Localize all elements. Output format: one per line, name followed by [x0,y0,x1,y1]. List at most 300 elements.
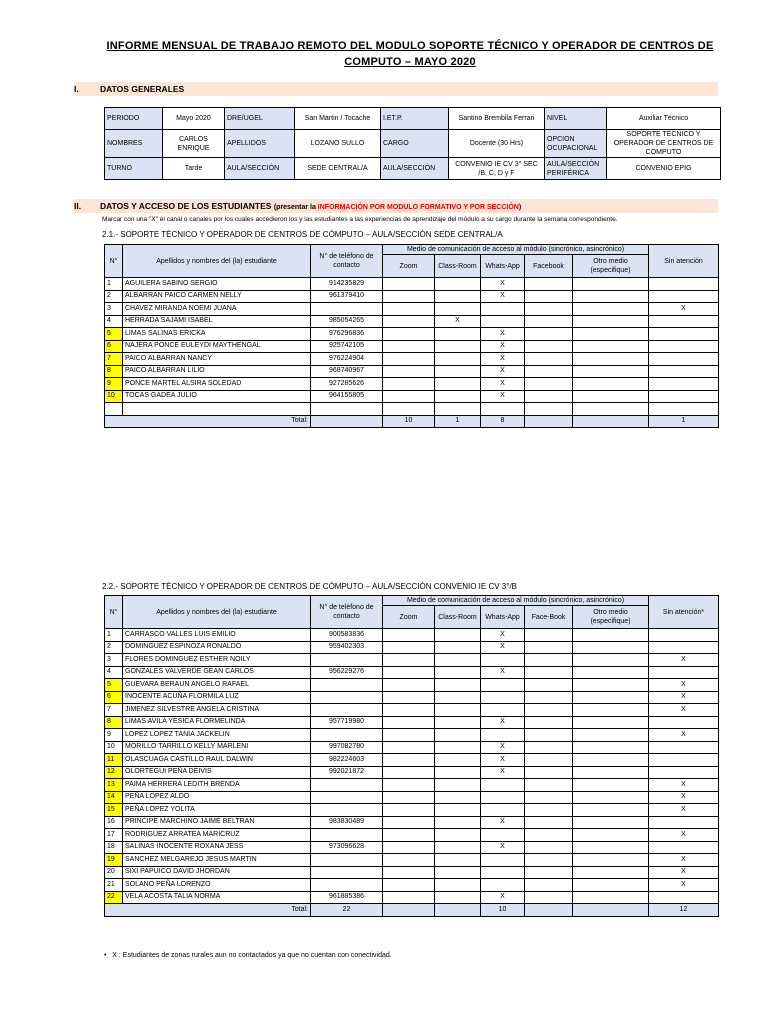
cell-fb [525,303,573,316]
cell-otro [573,816,649,829]
header-phone: N° de teléfono de contacto [311,245,383,278]
table-row [105,841,719,854]
cell-whats [481,403,525,416]
header-otro: Otro medio (especifique) [573,606,649,629]
cell-phone [311,403,383,416]
bullet-icon: • [104,952,107,959]
cell-sin [649,766,719,779]
cell-n: 10 [105,741,123,754]
cell-otro [573,766,649,779]
cell-n: 2 [105,641,123,654]
students-table-sede-central [104,244,719,428]
cell-sin: X [649,679,719,692]
cell-whats: X [481,741,525,754]
cell-otro [573,629,649,642]
cell-zoom [383,353,435,366]
cell-class [435,841,481,854]
table-row [105,365,719,378]
table-row [105,741,719,754]
cell-phone: 968740967 [311,365,383,378]
cell-fb [525,804,573,817]
cell-otro [573,741,649,754]
table-row [105,303,719,316]
table-row [105,328,719,341]
general-value: LOZANO SULLO [295,130,381,158]
header-class: Class-Room [435,606,481,629]
cell-phone [311,679,383,692]
total-sin: 1 [649,415,719,428]
table-row [105,679,719,692]
cell-name: PAICO ALBARRAN NANCY [123,353,311,366]
cell-phone [311,654,383,667]
cell-otro [573,716,649,729]
general-label: AULA/SECCIÓN [225,158,295,180]
cell-n: 14 [105,791,123,804]
cell-whats: X [481,766,525,779]
cell-phone: 973096628 [311,841,383,854]
cell-class [435,716,481,729]
cell-otro [573,641,649,654]
cell-sin: X [649,729,719,742]
cell-sin [649,716,719,729]
table-row [105,891,719,904]
general-value: SEDE CENTRAL/A [295,158,381,180]
cell-sin [649,741,719,754]
cell-phone: 976296836 [311,328,383,341]
cell-n: 5 [105,328,123,341]
cell-whats: X [481,641,525,654]
general-label: OPCION OCUPACIONAL [545,130,607,158]
cell-sin [649,278,719,291]
cell-fb [525,829,573,842]
cell-sin [649,390,719,403]
table-row [105,716,719,729]
cell-n: 2 [105,290,123,303]
cell-fb [525,666,573,679]
cell-phone: 982224603 [311,754,383,767]
cell-sin [649,365,719,378]
cell-sin: X [649,654,719,667]
cell-phone [311,779,383,792]
cell-whats: X [481,629,525,642]
header-zoom: Zoom [383,255,435,278]
cell-otro [573,328,649,341]
general-value: SOPORTE TÉCNICO Y OPERADOR DE CENTROS DE COMPUTO [607,130,721,158]
cell-n: 10 [105,390,123,403]
cell-class [435,365,481,378]
table-row [105,791,719,804]
header-fb: Face-Book [525,606,573,629]
cell-zoom [383,754,435,767]
cell-class [435,328,481,341]
cell-name: SALINAS INOCENTE ROXANA JESS [123,841,311,854]
cell-name: CARRASCO VALLES LUIS EMILIO [123,629,311,642]
cell-name: ALBARRAN PAICO CARMEN NELLY [123,290,311,303]
cell-otro [573,841,649,854]
cell-otro [573,691,649,704]
general-value: Mayo 2020 [163,108,225,130]
cell-name: AGUILERA SABINO SERGIO [123,278,311,291]
cell-otro [573,754,649,767]
cell-whats: X [481,390,525,403]
cell-name: OLASCUAGA CASTILLO RAUL DALWIN [123,754,311,767]
cell-class [435,666,481,679]
table-row [105,290,719,303]
cell-class [435,704,481,717]
cell-class: X [435,315,481,328]
cell-fb [525,629,573,642]
cell-class [435,754,481,767]
cell-fb [525,779,573,792]
table-row [105,378,719,391]
cell-n: 5 [105,679,123,692]
cell-fb [525,340,573,353]
cell-phone: 959402303 [311,641,383,654]
header-medio: Medio de comunicación de acceso al módulo (sincrónico, asincrónico) [383,245,649,255]
cell-phone: 961379410 [311,290,383,303]
cell-n: 7 [105,353,123,366]
cell-whats [481,691,525,704]
cell-otro [573,829,649,842]
cell-phone [311,729,383,742]
cell-zoom [383,866,435,879]
cell-name: SOLANO PEÑA LORENZO [123,879,311,892]
cell-zoom [383,829,435,842]
cell-fb [525,729,573,742]
cell-name: PAICO ALBARRAN LILIO [123,365,311,378]
table-row [105,315,719,328]
cell-fb [525,854,573,867]
cell-otro [573,791,649,804]
cell-zoom [383,278,435,291]
cell-class [435,741,481,754]
cell-zoom [383,879,435,892]
general-label: AULA/SECCIÓN PERIFÉRICA [545,158,607,180]
general-label: PERIODO [105,108,163,130]
section-number: II. [74,201,82,211]
cell-phone: 992021872 [311,766,383,779]
cell-otro [573,679,649,692]
cell-phone [311,829,383,842]
header-zoom: Zoom [383,606,435,629]
general-value: Docente (30 Hrs) [449,130,545,158]
total-fb [525,904,573,917]
cell-otro [573,779,649,792]
table1-subtitle: 2.1.- SOPORTE TÉCNICO Y OPERADOR DE CENTROS DE CÓMPUTO – AULA/SECCIÓN SEDE CENTRAL/A [102,230,503,239]
header-whats: Whats-App [481,255,525,278]
cell-name: TOCAS GADEA JULIO [123,390,311,403]
cell-fb [525,679,573,692]
cell-class [435,829,481,842]
cell-otro [573,303,649,316]
cell-n: 8 [105,365,123,378]
cell-zoom [383,641,435,654]
cell-whats [481,854,525,867]
cell-class [435,679,481,692]
cell-otro [573,654,649,667]
cell-fb [525,278,573,291]
cell-n: 20 [105,866,123,879]
cell-class [435,353,481,366]
cell-zoom [383,804,435,817]
cell-n: 19 [105,854,123,867]
cell-fb [525,791,573,804]
cell-phone: 964155805 [311,390,383,403]
cell-fb [525,390,573,403]
general-value: CARLOS ENRIQUE [163,130,225,158]
cell-class [435,779,481,792]
general-value: Tarde [163,158,225,180]
cell-otro [573,353,649,366]
table-row [105,779,719,792]
cell-sin [649,754,719,767]
cell-class [435,403,481,416]
total-whats: 8 [481,415,525,428]
cell-name: INOCENTE ACUÑA FLORMILA LUZ [123,691,311,704]
cell-whats: X [481,716,525,729]
general-label: APELLIDOS [225,130,295,158]
cell-zoom [383,403,435,416]
cell-fb [525,741,573,754]
cell-zoom [383,841,435,854]
section-general-header [74,82,718,96]
cell-name [123,403,311,416]
cell-class [435,278,481,291]
cell-whats: X [481,290,525,303]
cell-class [435,866,481,879]
cell-whats: X [481,666,525,679]
cell-class [435,390,481,403]
cell-n: 6 [105,691,123,704]
cell-zoom [383,390,435,403]
cell-class [435,303,481,316]
cell-zoom [383,365,435,378]
cell-n: 11 [105,754,123,767]
cell-zoom [383,779,435,792]
cell-whats: X [481,353,525,366]
general-label: NOMBRES [105,130,163,158]
total-otro [573,415,649,428]
cell-name: MORILLO TARRILLO KELLY MARLENI [123,741,311,754]
cell-name: SIXI PAPUICO DAVID JHORDAN [123,866,311,879]
general-label: NIVEL [545,108,607,130]
table-row [105,403,719,416]
cell-whats [481,879,525,892]
cell-name: PONCE MARTEL ALSIRA SOLEDAD [123,378,311,391]
table-row [105,829,719,842]
cell-zoom [383,629,435,642]
cell-n: 21 [105,879,123,892]
cell-otro [573,891,649,904]
cell-sin [649,340,719,353]
cell-name: JIMENEZ SILVESTRE ANGELA CRISTINA [123,704,311,717]
total-class [435,904,481,917]
total-sin: 12 [649,904,719,917]
cell-sin [649,841,719,854]
cell-name: FLORES DOMINGUEZ ESTHER NOILY [123,654,311,667]
cell-class [435,629,481,642]
cell-whats: X [481,891,525,904]
general-value: Santino Brembila Ferrari [449,108,545,130]
cell-n: 15 [105,804,123,817]
cell-whats [481,804,525,817]
cell-zoom [383,791,435,804]
cell-n: 4 [105,315,123,328]
cell-n: 17 [105,829,123,842]
cell-sin [649,403,719,416]
cell-whats: X [481,841,525,854]
total-fb [525,415,573,428]
cell-n: 9 [105,378,123,391]
table-row [105,390,719,403]
cell-otro [573,315,649,328]
cell-otro [573,666,649,679]
cell-otro [573,866,649,879]
cell-sin: X [649,704,719,717]
cell-class [435,729,481,742]
cell-class [435,791,481,804]
cell-class [435,340,481,353]
cell-zoom [383,378,435,391]
cell-sin: X [649,804,719,817]
header-name: Apellidos y nombres del (la) estudiante [123,245,311,278]
cell-whats [481,679,525,692]
table-row [105,866,719,879]
general-label: DRE/UGEL [225,108,295,130]
table-row [105,353,719,366]
cell-name: OLORTEGUI PEÑA DEIVIS [123,766,311,779]
header-class: Class-Room [435,255,481,278]
cell-sin [649,641,719,654]
cell-sin [649,816,719,829]
cell-sin: X [649,866,719,879]
cell-zoom [383,315,435,328]
cell-class [435,654,481,667]
cell-class [435,879,481,892]
cell-fb [525,365,573,378]
general-label: AULA/SECCIÓN [381,158,449,180]
cell-fb [525,290,573,303]
cell-fb [525,353,573,366]
cell-class [435,891,481,904]
table-row [105,691,719,704]
cell-otro [573,704,649,717]
header-fb: Facebook [525,255,573,278]
table-row [105,654,719,667]
cell-name: SANCHEZ MELGAREJO JESUS MARTIN [123,854,311,867]
cell-phone [311,704,383,717]
total-row [105,904,719,917]
cell-phone [311,804,383,817]
table-row [105,278,719,291]
table-row [105,704,719,717]
cell-sin: X [649,854,719,867]
cell-n: 7 [105,704,123,717]
cell-phone: 927285626 [311,378,383,391]
cell-n: 3 [105,303,123,316]
cell-sin: X [649,691,719,704]
cell-otro [573,290,649,303]
section-note-red: INFORMACIÓN POR MODULO FORMATIVO Y POR SECCIÓN [317,204,519,211]
cell-whats: X [481,340,525,353]
cell-sin: X [649,779,719,792]
cell-fb [525,879,573,892]
table-row [105,766,719,779]
cell-fb [525,891,573,904]
cell-name: GONZALES VALVERDE GEAN CARLOS [123,666,311,679]
cell-zoom [383,716,435,729]
cell-sin [649,378,719,391]
cell-n: 3 [105,654,123,667]
table-row [105,340,719,353]
cell-sin [649,290,719,303]
cell-name: VELA ACOSTA TALIA NORMA [123,891,311,904]
cell-whats [481,829,525,842]
cell-phone: 956229276 [311,666,383,679]
cell-name: LIMAS SALINAS ERICKA [123,328,311,341]
table-row [105,754,719,767]
cell-zoom [383,303,435,316]
cell-n: 1 [105,629,123,642]
header-sin-atencion: Sin atención* [649,596,719,629]
cell-class [435,641,481,654]
general-label: I.ET.P. [381,108,449,130]
cell-phone: 914235829 [311,278,383,291]
cell-sin [649,328,719,341]
general-value: CONVENIO EPIG [607,158,721,180]
cell-sin [649,891,719,904]
cell-name: PAIMA HERRERA LEDITH BRENDA [123,779,311,792]
cell-fb [525,328,573,341]
cell-phone: 925742105 [311,340,383,353]
cell-otro [573,278,649,291]
total-zoom [383,904,435,917]
table-row [105,729,719,742]
general-data-table [104,107,721,180]
total-zoom: 10 [383,415,435,428]
cell-whats: X [481,816,525,829]
cell-otro [573,804,649,817]
cell-whats [481,729,525,742]
cell-fb [525,654,573,667]
cell-whats [481,315,525,328]
cell-name: PEÑA LOPEZ ALDO [123,791,311,804]
cell-zoom [383,741,435,754]
general-value: Auxiliar Técnico [607,108,721,130]
document-title: INFORME MENSUAL DE TRABAJO REMOTO DEL MODULO SOPORTE TÉCNICO Y OPERADOR DE CENTROS DE COMPUTO – MAYO 2020 [106,40,714,68]
cell-zoom [383,340,435,353]
header-otro: Otro medio (especifique) [573,255,649,278]
cell-fb [525,403,573,416]
cell-otro [573,340,649,353]
cell-class [435,691,481,704]
cell-n: 16 [105,816,123,829]
cell-fb [525,866,573,879]
cell-name: RODRIGUEZ ARRATEA MARICRUZ [123,829,311,842]
cell-otro [573,378,649,391]
header-name: Apellidos y nombres del (la) estudiante [123,596,311,629]
cell-n: 9 [105,729,123,742]
cell-whats [481,654,525,667]
cell-class [435,816,481,829]
general-label: CARGO [381,130,449,158]
total-class: 1 [435,415,481,428]
students-table-convenio [104,595,719,917]
table-row [105,666,719,679]
cell-otro [573,854,649,867]
total-otro [573,904,649,917]
cell-phone: 957719980 [311,716,383,729]
